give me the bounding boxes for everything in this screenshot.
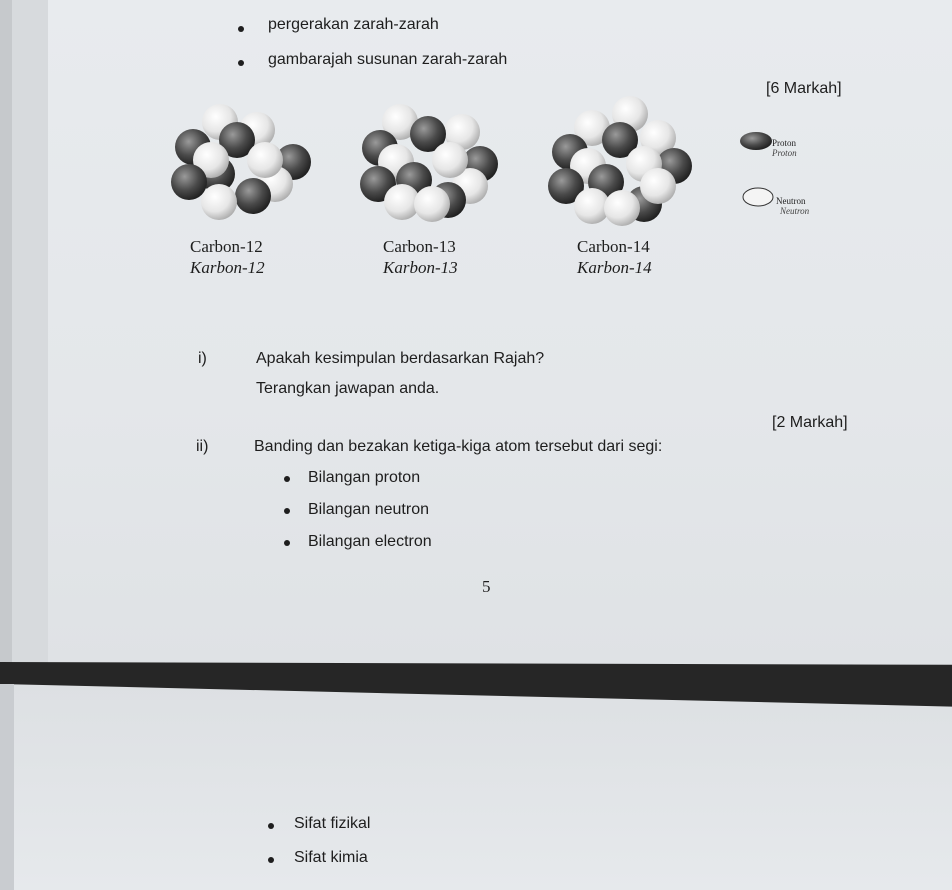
next-page-sheet [0, 684, 952, 890]
neutron-sphere [414, 186, 450, 222]
legend-proton-label: Proton [772, 138, 797, 148]
marks-label-mid: [2 Markah] [772, 414, 848, 431]
bullet-dot [284, 476, 290, 482]
question-ii-bullet-1: Bilangan proton [308, 469, 421, 486]
page-number: 5 [482, 577, 491, 596]
next-page-bullet-1: Sifat fizikal [294, 815, 371, 832]
neutron-legend-icon [740, 186, 776, 208]
neutron-sphere [640, 168, 676, 204]
question-ii-text: Banding dan bezakan ketiga-kiga atom tersebut dari segi: [254, 438, 663, 455]
legend-proton-label-ms: Proton [772, 148, 797, 158]
isotope-name-2: Carbon-13 [383, 237, 456, 256]
carbon-14-nucleus [540, 94, 700, 229]
proton-legend-icon [738, 130, 774, 152]
isotope-name-ms-3: Karbon-14 [577, 258, 652, 277]
proton-sphere [171, 164, 207, 200]
isotope-name-1: Carbon-12 [190, 237, 263, 256]
question-i-text-2: Terangkan jawapan anda. [256, 380, 440, 397]
next-page-bullet-2: Sifat kimia [294, 849, 368, 866]
legend-neutron-label-ms: Neutron [780, 206, 810, 216]
isotope-name-3: Carbon-14 [577, 237, 650, 256]
next-page-shadow [0, 684, 14, 890]
bullet-dot [238, 60, 244, 66]
isotope-name-ms-1: Karbon-12 [190, 258, 265, 277]
bullet-dot [268, 823, 274, 829]
neutron-sphere [201, 184, 237, 220]
question-ii-number: ii) [196, 438, 209, 455]
marks-label-top: [6 Markah] [766, 80, 842, 97]
carbon-13-nucleus [352, 100, 512, 225]
neutron-sphere [247, 142, 283, 178]
bullet-dot [284, 540, 290, 546]
top-bullet-2: gambarajah susunan zarah-zarah [268, 51, 508, 68]
neutron-sphere [432, 142, 468, 178]
carbon-12-nucleus [165, 102, 325, 227]
question-ii-bullet-2: Bilangan neutron [308, 501, 429, 518]
question-ii-bullet-3: Bilangan electron [308, 533, 432, 550]
neutron-sphere [604, 190, 640, 226]
bullet-dot [284, 508, 290, 514]
top-bullet-1: pergerakan zarah-zarah [268, 16, 439, 33]
bullet-dot [238, 26, 244, 32]
page-shadow-outer [0, 0, 12, 665]
question-i-text: Apakah kesimpulan berdasarkan Rajah? [256, 350, 545, 367]
legend-neutron-label: Neutron [776, 196, 806, 206]
isotope-name-ms-2: Karbon-13 [383, 258, 458, 277]
proton-sphere [235, 178, 271, 214]
bullet-dot [268, 857, 274, 863]
question-i-number: i) [198, 350, 207, 367]
